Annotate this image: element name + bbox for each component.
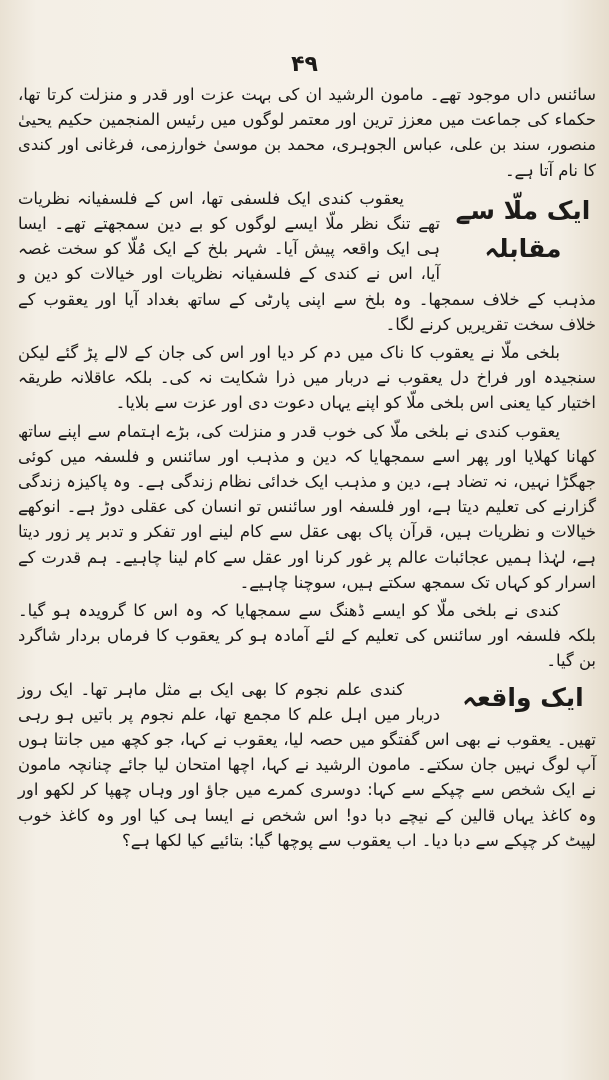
paragraph-kindi-philosopher: یعقوب کندی ایک فلسفی تھا، اس کے فلسفیانہ نظریات تھے تنگ نظر ملّا ایسے لوگوں کو بے دین سمجھتے تھے۔ ایسا ہی ایک واقعہ پیش آیا۔ شہر بلخ کے ایک مُلّا کو سخت غصہ آیا، اس نے کندی کے فلسفیانہ نظریات اور خیالات کو دین و مذہب کے خلاف سمجھا۔ وہ بلخ سے اپنی پارٹی کے ساتھ بغداد آیا اور یعقوب کے خلاف سخت تقریریں کرنے لگا۔	[18, 188, 596, 334]
side-heading-incident: ایک واقعہ	[462, 682, 584, 712]
paragraph-intro: سائنس داں موجود تھے۔ مامون الرشید ان کی بہت عزت اور قدر و منزلت کرتا تھا، حکماء کی جماعت میں معزز ترین اور معتمر لوگوں میں رئیس المنجمین حکیم یحییٰ منصور، سند بن علی، عباس الجوہری، محمد بن موسیٰ خوارزمی، فرغانی اور کندی کا نام آتا ہے۔	[18, 85, 596, 180]
paragraph-astrology-incident: کندی علم نجوم کا بھی ایک بے مثل ماہر تھا۔ ایک روز دربار میں اہل علم کا مجمع تھا، علم نجوم پر باتیں ہو رہی تھیں۔ یعقوب نے بھی اس گفتگو میں حصہ لیا، یعقوب نے کہا، جو کچھ میں جانتا ہوں آپ لوگ نہیں جان سکتے۔ مامون الرشید نے کہا، اچھا امتحان لیا جائے چنانچہ مامون نے ایک شخص سے چپکے سے کہا: دوسری کمرے میں جاؤ اور وہاں چھپا کر لکھو اور وہ کاغذ یہاں قالین کے نیچے دبا دو! اس شخص نے ایسا ہی کیا اور وہ کاغذ خوب لپیٹ کر چپکے سے دبا دیا۔ اب یعقوب سے پوچھا گیا: بتائیے کیا لکھا ہے؟	[18, 679, 596, 850]
side-heading-confrontation: ایک ملّا سے مقابلہ	[455, 195, 591, 263]
paragraph-balkhi-mulla: بلخی ملّا نے یعقوب کا ناک میں دم کر دیا اور اس کی جان کے لالے پڑ گئے لیکن سنجیدہ اور فراخ دل یعقوب نے دربار میں ذرا شکایت نہ کی۔ بلکہ عاقلانہ طریقہ اختیار کیا یعنی اس بلخی ملّا کو اپنے یہاں دعوت دی اور عزت سے بلایا۔	[18, 343, 596, 413]
paragraph-mulla-convinced: کندی نے بلخی ملّا کو ایسے ڈھنگ سے سمجھایا کہ وہ اس کا گرویدہ ہو گیا۔ بلکہ فلسفہ اور سائنس کی تعلیم کے لئے آمادہ ہو کر یعقوب کا فرماں بردار شاگرد بن گیا۔	[18, 601, 596, 671]
page-number: ۴۹	[291, 52, 318, 77]
paragraph-kindi-explains: یعقوب کندی نے بلخی ملّا کی خوب قدر و منزلت کی، بڑے اہتمام سے اپنے ساتھ کھانا کھلایا اور پھر اسے سمجھایا کہ دین و مذہب اور سائنس و فلسفہ میں کوئی جھگڑا نہیں، نہ تضاد ہے، دین و مذہب ایک خدائی نظام زندگی ہے۔ وہ پاکیزہ زندگی گزارنے کی تعلیم دیتا ہے، اور فلسفہ اور سائنس تو انسان کی عقلی دوڑ ہے۔ انوکھے خیالات و نظریات ہیں، قرآن پاک بھی عقل سے کام لینے اور تفکر و تدبر پر زور دیتا ہے، لہٰذا ہمیں عجائبات عالم پر غور کرنا اور عقل سے کام لینا چاہیے۔ ہم قدرت کے اسرار کو کہاں تک سمجھ سکتے ہیں، سوچنا چاہیے۔	[18, 421, 596, 592]
page-body	[18, 82, 596, 856]
